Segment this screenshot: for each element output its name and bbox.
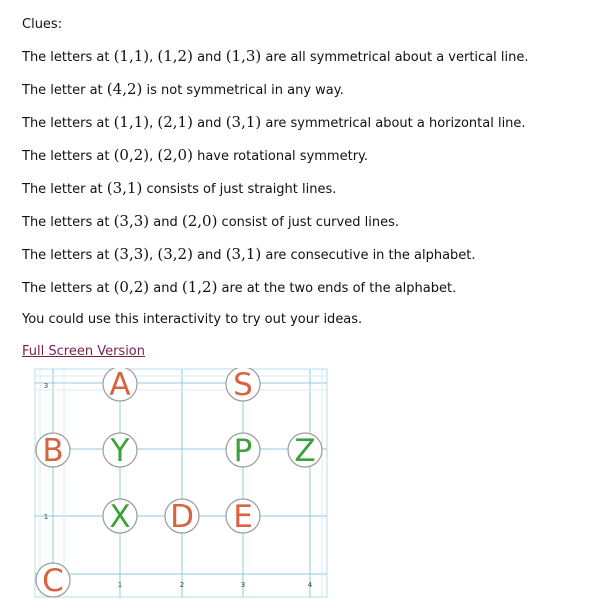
coordinate: (3,1) <box>106 179 143 197</box>
clue-text: The letters at <box>22 281 114 296</box>
x-tick-label: 3 <box>240 581 246 589</box>
clue-text: consist of just curved lines. <box>217 215 399 230</box>
clue-text: The letters at <box>22 149 114 164</box>
clue-text: is not symmetrical in any way. <box>142 83 344 98</box>
tile-letter: B <box>42 433 64 469</box>
tile-letter: C <box>42 563 64 599</box>
letter-tile-c[interactable] <box>36 563 70 599</box>
clue-text: The letters at <box>22 248 114 263</box>
clue-1 <box>22 47 529 65</box>
y-tick-label: 1 <box>43 513 49 521</box>
coordinate: (2,1) <box>157 113 193 131</box>
coordinate: (3,3) <box>113 245 150 263</box>
tile-letter: Y <box>110 433 130 469</box>
clue-text: The letters at <box>22 215 114 230</box>
x-tick-label: 4 <box>307 581 313 589</box>
coordinate: (2,0) <box>181 212 218 230</box>
clue-7 <box>22 245 476 263</box>
letter-grid-board[interactable] <box>34 368 332 600</box>
clue-text: The letters at <box>22 50 114 65</box>
coordinate: (1,1) <box>113 47 150 65</box>
letter-tile-d[interactable] <box>165 499 199 535</box>
clue-text: and <box>192 248 226 263</box>
letter-tile-p[interactable] <box>226 433 260 469</box>
coordinate: (3,3) <box>113 212 150 230</box>
clue-3 <box>22 113 526 131</box>
clues-heading: Clues: <box>22 17 63 32</box>
tile-letter: Z <box>294 433 316 469</box>
clue-2 <box>22 80 344 98</box>
coordinate: (1,2) <box>157 47 193 65</box>
letter-tile-y[interactable] <box>103 433 137 469</box>
clue-text: , <box>149 248 158 263</box>
letter-tile-z[interactable] <box>288 433 322 469</box>
clue-text: , <box>149 116 158 131</box>
tile-letter: A <box>109 368 131 403</box>
tile-letter: E <box>233 499 253 535</box>
coordinate: (4,2) <box>106 80 143 98</box>
y-tick-label: 3 <box>43 382 49 390</box>
coordinate: (3,1) <box>225 245 262 263</box>
x-tick-label: 2 <box>179 581 185 589</box>
coordinate: (3,1) <box>225 113 262 131</box>
clue-text: and <box>192 50 226 65</box>
clue-text: The letter at <box>22 83 107 98</box>
clue-text: and <box>149 281 182 296</box>
interactivity-note: You could use this interactivity to try out your ideas. <box>22 312 363 327</box>
tile-letter: P <box>233 433 253 469</box>
full-screen-link[interactable]: Full Screen Version <box>22 344 145 359</box>
x-tick-label: 1 <box>117 581 123 589</box>
letter-tile-e[interactable] <box>226 499 260 535</box>
letter-tile-x[interactable] <box>103 499 137 535</box>
letter-tile-b[interactable] <box>36 433 70 469</box>
coordinate: (0,2) <box>113 146 150 164</box>
coordinate: (3,2) <box>157 245 193 263</box>
tile-letter: X <box>109 499 131 535</box>
clue-text: , <box>149 149 158 164</box>
coordinate: (1,1) <box>113 113 150 131</box>
coordinate: (0,2) <box>113 278 150 296</box>
clue-8 <box>22 278 456 296</box>
clue-text: are all symmetrical about a vertical line. <box>261 50 529 65</box>
clue-text: and <box>192 116 226 131</box>
clue-4 <box>22 146 368 164</box>
letter-tile-a[interactable] <box>103 368 137 403</box>
clue-text: consists of just straight lines. <box>142 182 337 197</box>
tile-letter: D <box>170 499 194 535</box>
clue-text: The letters at <box>22 116 114 131</box>
coordinate: (2,0) <box>157 146 193 164</box>
letter-tile-s[interactable] <box>226 368 260 403</box>
clue-text: and <box>149 215 182 230</box>
clue-text: The letter at <box>22 182 107 197</box>
clue-text: are at the two ends of the alphabet. <box>217 281 457 296</box>
clue-5 <box>22 179 336 197</box>
clue-text: , <box>149 50 158 65</box>
coordinate: (1,2) <box>181 278 218 296</box>
letter-grid-svg[interactable] <box>34 368 332 600</box>
clue-text: have rotational symmetry. <box>192 149 369 164</box>
clue-6 <box>22 212 399 230</box>
tile-letter: S <box>233 368 253 403</box>
clue-text: are symmetrical about a horizontal line. <box>261 116 526 131</box>
clue-text: are consecutive in the alphabet. <box>261 248 476 263</box>
coordinate: (1,3) <box>225 47 262 65</box>
board-frame <box>35 369 327 597</box>
